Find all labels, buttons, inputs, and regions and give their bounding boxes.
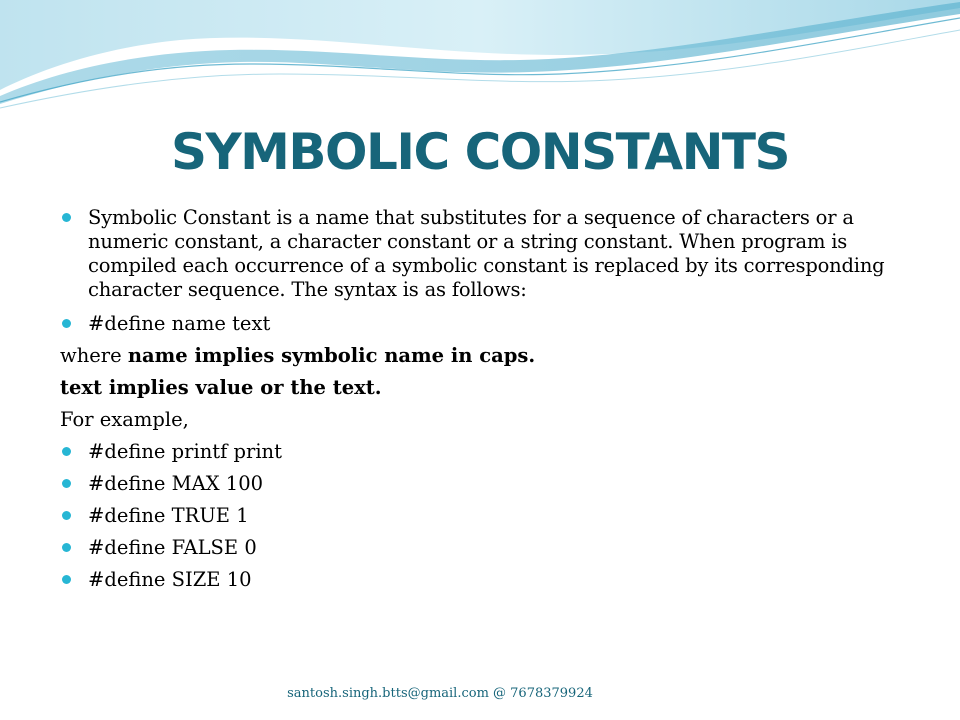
text-line <box>60 376 910 399</box>
header-wave-decoration <box>0 0 960 110</box>
example-bullet <box>60 504 910 527</box>
slide-title: SYMBOLIC CONSTANTS <box>170 123 790 181</box>
example-text: #define printf print <box>88 440 282 463</box>
bullet-icon <box>62 511 71 520</box>
example-text: #define MAX 100 <box>88 472 264 495</box>
intro-text: Symbolic Constant is a name that substitutes for a sequence of characters or a numeric constant, a character constant or a string constant. When program is compiled each occurrence of a symbolic constant is replaced by its corresponding character sequence. The syntax is as follows: <box>88 206 885 301</box>
syntax-text: #define name text <box>88 312 271 335</box>
slide-footer <box>0 686 960 701</box>
intro-bullet <box>60 206 910 302</box>
example-bullet <box>60 536 910 559</box>
bullet-icon <box>62 575 71 584</box>
where-bold-text: name implies symbolic name in caps. <box>127 344 536 367</box>
bullet-icon <box>62 479 71 488</box>
bullet-icon <box>62 319 71 328</box>
where-line <box>60 344 910 367</box>
where-prefix: where <box>60 344 128 367</box>
example-label: For example, <box>60 408 189 431</box>
bullet-icon <box>62 447 71 456</box>
footer-contact: santosh.singh.btts@gmail.com @ 7678379924 <box>287 686 593 701</box>
slide-body <box>60 206 910 591</box>
bullet-icon <box>62 543 71 552</box>
example-bullet <box>60 472 910 495</box>
syntax-bullet <box>60 312 910 335</box>
bullet-icon <box>62 213 71 222</box>
example-bullet <box>60 568 910 591</box>
example-text: #define TRUE 1 <box>88 504 249 527</box>
text-line-bold: text implies value or the text. <box>60 376 382 399</box>
example-text: #define SIZE 10 <box>88 568 252 591</box>
example-text: #define FALSE 0 <box>88 536 257 559</box>
example-bullet <box>60 440 910 463</box>
